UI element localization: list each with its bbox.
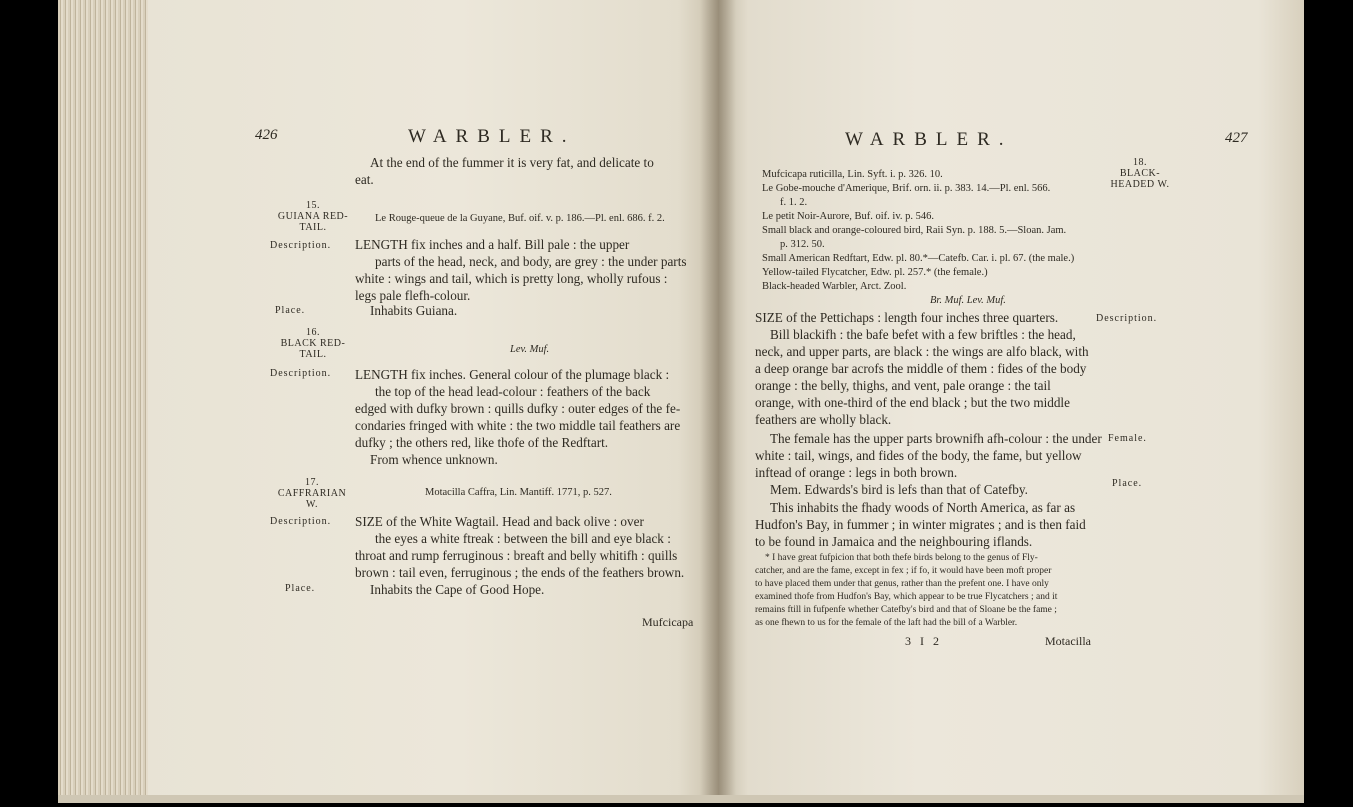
place-line: Hudfon's Bay, in fummer ; in winter migrates ; and is then faid [755, 517, 1086, 532]
description-line: orange : the belly, thighs, and vent, pale orange : the tail [755, 378, 1051, 393]
page-edges [58, 0, 148, 795]
footnote-line: catcher, and are the fame, except in fex ; if fo, it would have been moft proper [755, 566, 1052, 576]
description-line: the top of the head lead-colour : feathers of the back [375, 384, 651, 399]
running-head: WARBLER. [408, 126, 576, 147]
entry-name: CAFFRARIAN [277, 488, 347, 499]
footnote-line: examined thofe from Hudfon's Bay, which appear to be true Flycatchers ; and it [755, 592, 1058, 602]
synonym: Motacilla Caffra, Lin. Mantiff. 1771, p. 527. [425, 487, 612, 498]
synonym-line: Small American Redftart, Edw. pl. 80.*—Catefb. Car. i. pl. 67. (the male.) [762, 253, 1075, 264]
female-line: inftead of orange : legs in both brown. [755, 465, 958, 480]
description-line: a deep orange bar acrofs the middle of them : fides of the body [755, 361, 1087, 376]
place-text: Inhabits the Cape of Good Hope. [370, 582, 545, 597]
entry-number: 16. [306, 327, 320, 338]
synonym-line: Black-headed Warbler, Arct. Zool. [762, 281, 907, 292]
place-line: This inhabits the fhady woods of North America, as far as [770, 500, 1076, 515]
place-label: Place. [285, 583, 316, 594]
description-line: SIZE of the White Wagtail. Head and back olive : over [355, 514, 644, 529]
description-line: the eyes a white ftreak : between the bill and eye black : [375, 531, 671, 546]
footnote-line: to have placed them under that genus, rather than the prefent one. I have only [755, 579, 1049, 589]
running-head: WARBLER. [845, 129, 1013, 150]
synonym-line: f. 1. 2. [780, 197, 808, 208]
female-line: The female has the upper parts brownifh afh-colour : the under [770, 431, 1102, 446]
description-label: Description. [1096, 313, 1158, 324]
entry-name: TAIL. [299, 222, 327, 233]
page-number: 426 [255, 127, 278, 143]
entry-name: BLACK RED- [280, 338, 346, 349]
entry-name: W. [305, 499, 319, 510]
entry-name: TAIL. [299, 349, 327, 360]
description-line: Bill blackifh : the bafe befet with a few briftles : the head, [770, 327, 1076, 342]
intro-line: eat. [355, 172, 374, 187]
entry-name: GUIANA RED- [277, 211, 349, 222]
entry-name: BLACK- [1119, 168, 1161, 179]
entry-number: 18. [1133, 157, 1147, 168]
female-label: Female. [1108, 433, 1147, 444]
footnote-line: remains ftill in fufpenfe whether Catefby's bird and that of Sloane be the fame ; [755, 605, 1057, 615]
synonym-line: Yellow-tailed Flycatcher, Edw. pl. 257.* (the female.) [762, 267, 988, 278]
catchword: Mufcicapa [642, 615, 694, 629]
place-label: Place. [275, 305, 306, 316]
synonym-line: Mufcicapa ruticilla, Lin. Syft. i. p. 326. 10. [762, 169, 943, 180]
description-line: feathers are wholly black. [755, 412, 892, 427]
description-line: LENGTH fix inches and a half. Bill pale : the upper [355, 237, 630, 252]
entry-name: HEADED W. [1110, 179, 1170, 190]
page-number: 427 [1225, 130, 1248, 146]
description-line: throat and rump ferruginous : breaft and belly whitifh : quills [355, 548, 678, 563]
catchword: Motacilla [1045, 634, 1091, 648]
description-line: legs pale flefh-colour. [355, 288, 471, 303]
synonym-line: p. 312. 50. [780, 239, 825, 250]
description-line: From whence unknown. [370, 452, 498, 467]
description-line: edged with dufky brown : quills dufky : outer edges of the fe- [355, 401, 681, 416]
place-text: Inhabits Guiana. [370, 303, 458, 318]
place-label: Place. [1112, 478, 1143, 489]
synonym: Le Rouge-queue de la Guyane, Buf. oif. v. p. 186.—Pl. enl. 686. f. 2. [375, 213, 665, 224]
description-label: Description. [270, 240, 332, 251]
female-line: Mem. Edwards's bird is lefs than that of Catefby. [770, 482, 1028, 497]
description-line: white : wings and tail, which is pretty long, wholly rufous : [355, 271, 668, 286]
synonym-line: Br. Muf. Lev. Muf. [930, 295, 1006, 306]
description-line: condaries fringed with white : the two middle tail feathers are [355, 418, 681, 433]
description-label: Description. [270, 516, 332, 527]
female-line: white : tail, wings, and fides of the body, the fame, but yellow [755, 448, 1082, 463]
book-gutter [700, 0, 736, 795]
footnote-line: * I have great fufpicion that both thefe birds belong to the genus of Fly- [765, 553, 1038, 563]
description-line: parts of the head, neck, and body, are grey : the under parts [375, 254, 687, 269]
description-line: orange, with one-third of the end black ; but the two middle [755, 395, 1070, 410]
signature-mark: 3 I 2 [905, 634, 942, 648]
description-line: brown : tail even, ferruginous ; the ends of the feathers brown. [355, 565, 685, 580]
place-line: to be found in Jamaica and the neighbouring iflands. [755, 534, 1033, 549]
intro-line: At the end of the fummer it is very fat, and delicate to [370, 155, 654, 170]
description-line: SIZE of the Pettichaps : length four inches three quarters. [755, 310, 1059, 325]
footnote-line: as one fhewn to us for the female of the laft had the bill of a Warbler. [755, 618, 1018, 628]
synonym-line: Small black and orange-coloured bird, Raii Syn. p. 188. 5.—Sloan. Jam. [762, 225, 1067, 236]
entry-number: 15. [306, 200, 320, 211]
description-line: dufky ; the others red, like thofe of the Redftart. [355, 435, 609, 450]
description-line: neck, and upper parts, are black : the wings are alfo black, with [755, 344, 1089, 359]
synonym-line: Le Gobe-mouche d'Amerique, Brif. orn. ii. p. 383. 14.—Pl. enl. 566. [762, 183, 1051, 194]
synonym-line: Le petit Noir-Aurore, Buf. oif. iv. p. 546. [762, 211, 935, 222]
description-line: LENGTH fix inches. General colour of the plumage black : [355, 367, 670, 382]
synonym: Lev. Muf. [510, 344, 550, 355]
description-label: Description. [270, 368, 332, 379]
entry-number: 17. [305, 477, 319, 488]
